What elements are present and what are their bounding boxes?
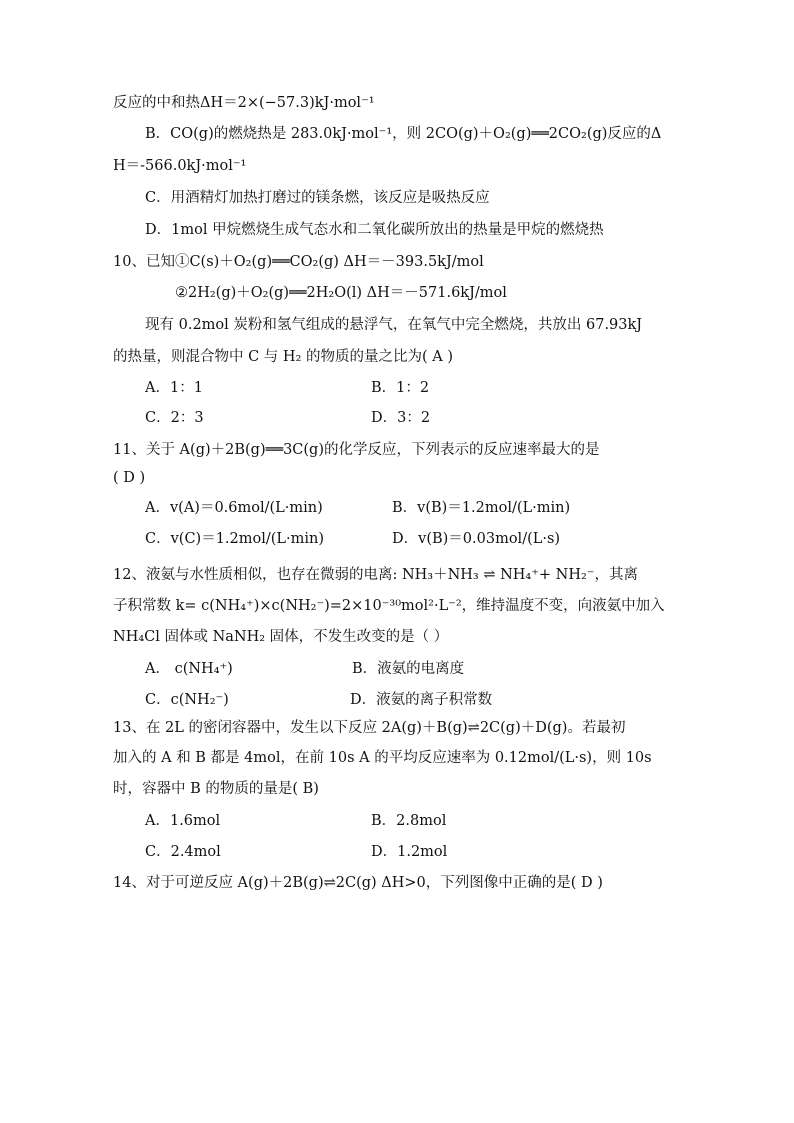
option: A．1：1 [145, 380, 203, 396]
option: D．3：2 [371, 410, 431, 426]
question-14: 14、对于可逆反应 A(g)＋2B(g)⇌2C(g) ΔH>0，下列图像中正确的是( D ) [113, 875, 603, 891]
question-12: 12、液氨与水性质相似，也存在微弱的电离: NH₃＋NH₃ ⇌ NH₄⁺+ NH₂⁻，其离 [113, 567, 638, 583]
option: A．1.6mol [145, 813, 221, 829]
text-line: 现有 0.2mol 炭粉和氢气组成的悬浮气，在氧气中完全燃烧，共放出 67.93kJ [145, 317, 643, 333]
question-10: 10、已知①C(s)＋O₂(g)══CO₂(g) ΔH＝－393.5kJ/mol [113, 254, 484, 270]
option: A．v(A)＝0.6mol/(L·min) [145, 500, 323, 516]
text-line: 时，容器中 B 的物质的量是( B) [113, 781, 319, 797]
option: B．液氨的电离度 [352, 661, 465, 677]
option: A． c(NH₄⁺) [145, 661, 233, 677]
option: C．2.4mol [145, 844, 221, 860]
text-line: C．用酒精灯加热打磨过的镁条燃，该反应是吸热反应 [145, 190, 490, 206]
text-line: 加入的 A 和 B 都是 4mol，在前 10s A 的平均反应速率为 0.12mol/(L·s)，则 10s [113, 750, 652, 766]
text-line: 反应的中和热ΔH＝2×(−57.3)kJ·mol⁻¹ [113, 95, 375, 111]
option: D．v(B)＝0.03mol/(L·s) [392, 531, 561, 547]
text-line: D．1mol 甲烷燃烧生成气态水和二氧化碳所放出的热量是甲烷的燃烧热 [145, 222, 604, 238]
text-line: 子积常数 k= c(NH₄⁺)×c(NH₂⁻)=2×10⁻³⁰mol²·L⁻²，维持温度不变，向液氨中加入 [113, 598, 665, 614]
option: D．1.2mol [371, 844, 448, 860]
text-line: ②2H₂(g)＋O₂(g)══2H₂O(l) ΔH＝－571.6kJ/mol [175, 285, 507, 301]
text-line: 的热量，则混合物中 C 与 H₂ 的物质的量之比为( A ) [113, 349, 453, 365]
text-line: NH₄Cl 固体或 NaNH₂ 固体，不发生改变的是（ ） [113, 629, 449, 645]
question-11: 11、关于 A(g)＋2B(g)══3C(g)的化学反应，下列表示的反应速率最大的是 [113, 442, 600, 458]
option: B．1：2 [371, 380, 430, 396]
text-line: ( D ) [113, 470, 146, 486]
option: B．v(B)＝1.2mol/(L·min) [392, 500, 571, 516]
text-line: H＝-566.0kJ·mol⁻¹ [113, 158, 247, 174]
option: B．2.8mol [371, 813, 447, 829]
option: C．2：3 [145, 410, 204, 426]
option: C．v(C)＝1.2mol/(L·min) [145, 531, 325, 547]
option: D．液氨的离子积常数 [350, 692, 493, 708]
question-13: 13、在 2L 的密闭容器中，发生以下反应 2A(g)＋B(g)⇌2C(g)＋D(g)。若最初 [113, 720, 626, 736]
option: C．c(NH₂⁻) [145, 692, 229, 708]
text-line: B．CO(g)的燃烧热是 283.0kJ·mol⁻¹，则 2CO(g)＋O₂(g)══2CO₂(g)反应的Δ [145, 126, 662, 142]
